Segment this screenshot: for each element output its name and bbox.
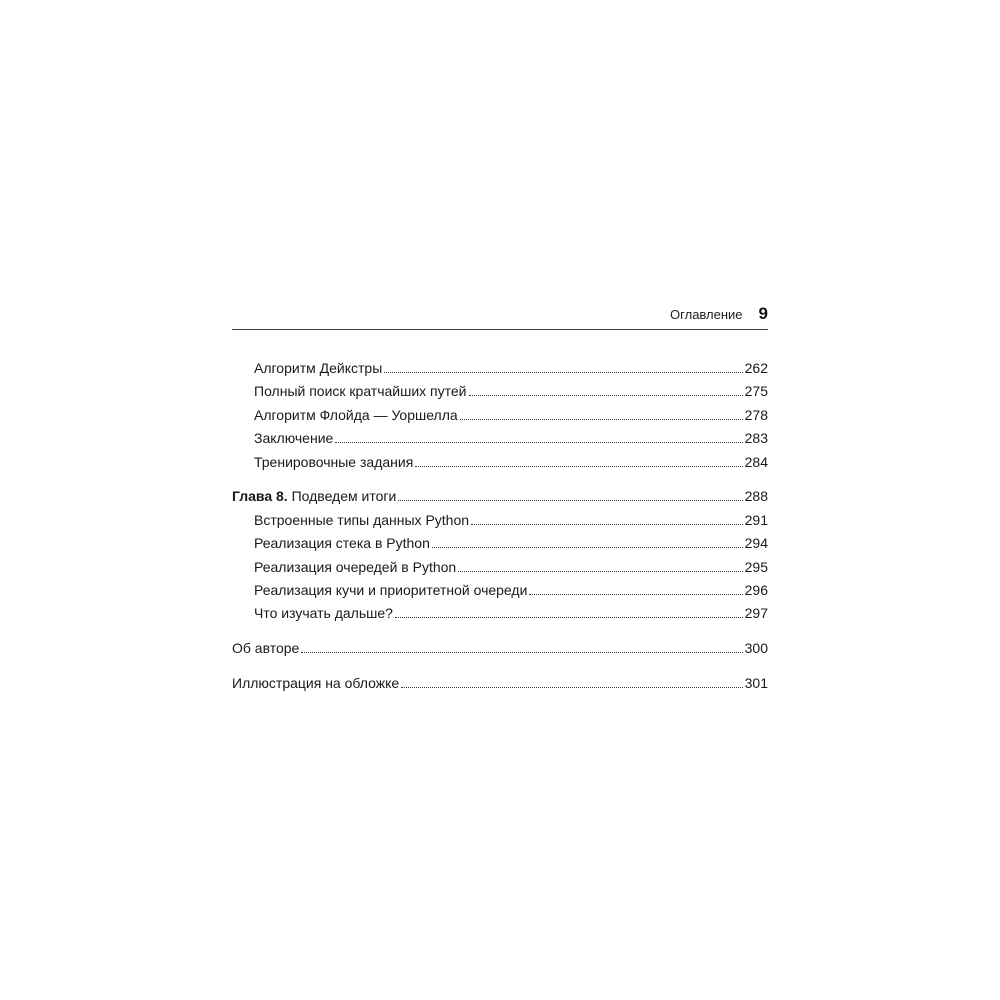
toc-entry-page: 295 <box>744 558 768 575</box>
toc-entry-page: 294 <box>744 535 768 552</box>
toc-entry-page: 300 <box>744 640 768 657</box>
toc-entry <box>232 556 768 579</box>
dot-leader <box>415 466 742 467</box>
toc-entry-title: Алгоритм Дейкстры <box>254 360 383 376</box>
toc-entry-page: 296 <box>744 582 768 599</box>
toc-entry <box>232 579 768 602</box>
toc-entry <box>232 602 768 625</box>
dot-leader <box>335 442 742 443</box>
toc-entry-title: Встроенные типы данных Python <box>254 511 470 528</box>
dot-leader <box>395 617 743 618</box>
toc-entry <box>232 509 768 532</box>
dot-leader <box>384 372 742 373</box>
toc-entry-title: Что изучать дальше? <box>254 605 393 622</box>
toc-entry-page: 284 <box>744 453 768 470</box>
dot-leader <box>469 395 743 396</box>
toc-chapter-heading <box>232 485 396 508</box>
toc-chapter-label: Глава 8. <box>232 488 288 505</box>
toc-entry-page: 262 <box>744 360 768 376</box>
toc-chapter-entry <box>232 485 768 508</box>
toc-entry <box>232 637 768 660</box>
dot-leader <box>398 500 742 501</box>
toc-entry-title: Полный поиск кратчайших путей <box>254 383 467 400</box>
dot-leader <box>471 524 743 525</box>
toc-chapter-title: Подведем итоги <box>287 488 397 505</box>
toc-entry-title: Об авторе <box>232 640 300 657</box>
toc-entry <box>232 427 768 450</box>
toc-entry <box>232 357 768 380</box>
toc-entry <box>232 532 768 555</box>
table-of-contents <box>232 357 768 696</box>
toc-entry <box>232 672 768 695</box>
running-title: Оглавление <box>670 307 743 322</box>
toc-entry-page: 291 <box>744 511 768 528</box>
dot-leader <box>432 547 743 548</box>
header-rule <box>232 329 768 330</box>
toc-entry-title: Реализация стека в Python <box>254 535 430 552</box>
toc-entry-page: 278 <box>744 406 768 423</box>
page-number: 9 <box>758 304 768 323</box>
toc-entry-page: 275 <box>744 383 768 400</box>
dot-leader <box>401 687 742 688</box>
dot-leader <box>458 571 742 572</box>
dot-leader <box>460 419 743 420</box>
toc-entry-title: Тренировочные задания <box>254 453 414 470</box>
toc-entry-page: 283 <box>744 430 768 447</box>
toc-entry <box>232 380 768 403</box>
toc-entry-title: Иллюстрация на обложке <box>232 675 400 692</box>
toc-entry-title: Реализация кучи и приоритетной очереди <box>254 582 528 599</box>
toc-entry-page: 301 <box>744 675 768 692</box>
toc-entry <box>232 451 768 474</box>
toc-entry-title: Алгоритм Флойда — Уоршелла <box>254 406 458 423</box>
dot-leader <box>529 594 742 595</box>
toc-entry-title: Заключение <box>254 430 334 447</box>
toc-entry-page: 288 <box>744 488 768 505</box>
page-header <box>232 304 768 326</box>
toc-entry-page: 297 <box>744 605 768 622</box>
toc-entry-title: Реализация очередей в Python <box>254 558 457 575</box>
toc-entry <box>232 404 768 427</box>
dot-leader <box>301 652 742 653</box>
